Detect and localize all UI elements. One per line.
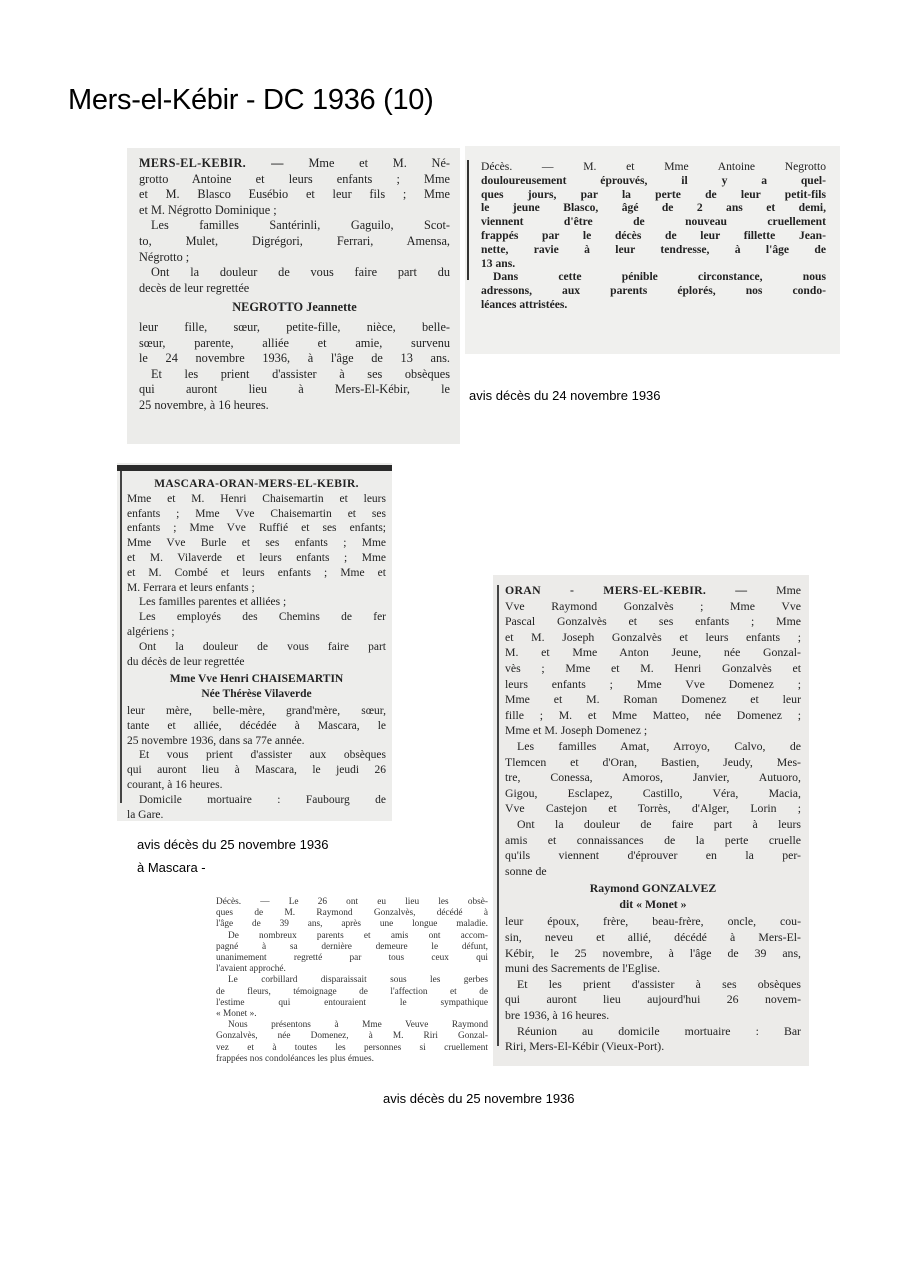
text-line: grotto Antoine et leurs enfants ; Mme bbox=[139, 171, 450, 186]
text-line: l'âge de 39 ans, après une longue maladie. bbox=[216, 919, 488, 930]
text-line: Et vous prient d'assister aux obsèques bbox=[139, 749, 386, 762]
caption-25-novembre: avis décès du 25 novembre 1936 bbox=[383, 1091, 575, 1106]
text-line: tre, Conessa, Amoros, Janvier, Autuoro, bbox=[505, 770, 801, 785]
text-line: sœur, parente, alliée et amie, survenu bbox=[139, 335, 450, 350]
clipping-heading: ORAN - MERS-EL-KEBIR. — bbox=[505, 583, 748, 597]
text-line: Négrotto ; bbox=[139, 249, 190, 264]
text-line: 13 ans. bbox=[481, 256, 516, 270]
text-line: frappées nos condoléances les plus émues. bbox=[216, 1053, 374, 1064]
text-line: algériens ; bbox=[127, 625, 175, 638]
deces-clipping-gonzalves bbox=[202, 891, 492, 1090]
text-line: Nous présentons à Mme Veuve Raymond bbox=[228, 1020, 488, 1031]
text-line: leur mère, belle-mère, grand'mère, sœur, bbox=[127, 704, 386, 717]
text-line: Tlemcen et d'Oran, Bastien, Jeudy, Mes- bbox=[505, 754, 801, 769]
clipping-heading: MERS-EL-KEBIR. — bbox=[139, 156, 284, 170]
text-line: douloureusement éprouvés, il y a quel- bbox=[481, 173, 826, 187]
text-line: léances attristées. bbox=[481, 297, 568, 311]
text-line: qui auront lieu aujourd'hui 26 novem- bbox=[505, 992, 801, 1007]
text-line: et M. Blasco Eusébio et leur fils ; Mme bbox=[139, 187, 450, 202]
text-line: Les familles parentes et alliées ; bbox=[139, 596, 287, 609]
column-rule bbox=[467, 160, 469, 280]
text-line: Domicile mortuaire : Faubourg de bbox=[139, 793, 386, 806]
text-line: leur époux, frère, beau-frère, oncle, cou- bbox=[505, 914, 801, 929]
text-line: Dans cette pénible circonstance, nous bbox=[493, 270, 826, 284]
text-line: Les employés des Chemins de fer bbox=[139, 611, 386, 624]
text-line: adressons, aux parents éplorés, nos condo- bbox=[481, 284, 826, 298]
text-line: leur fille, sœur, petite-fille, nièce, belle- bbox=[139, 319, 450, 334]
text-line: vès ; Mme et M. Henri Gonzalvès et bbox=[505, 660, 801, 675]
text-line: M. et Mme Anton Jeune, née Gonzal- bbox=[505, 645, 801, 660]
text-line: Gonzalvès, née Domenez, à M. Riri Gonzal- bbox=[216, 1031, 488, 1042]
caption-24-novembre: avis décès du 24 novembre 1936 bbox=[469, 388, 661, 403]
text-line: nette, ravie à leur tendresse, à l'âge de bbox=[481, 242, 826, 256]
text-line: Décès. — Le 26 ont eu lieu les obsè- bbox=[216, 897, 488, 907]
text-line: l'estime qui entouraient le sympathique bbox=[216, 997, 488, 1008]
text-line: unanimement regretté par tous ceux qui bbox=[216, 953, 488, 964]
page-title: Mers-el-Kébir - DC 1936 (10) bbox=[68, 84, 434, 116]
column-rule bbox=[120, 471, 122, 803]
text-line: ques jours, par la perte de leur petit-fils bbox=[481, 187, 826, 201]
deceased-name: Mme Vve Henri CHAISEMARTIN bbox=[169, 673, 344, 686]
text-line: Ont la douleur de vous faire part du bbox=[151, 265, 450, 280]
text-line: decès de leur regrettée bbox=[139, 280, 250, 295]
text-line: ques de M. Raymond Gonzalvès, décédé à bbox=[216, 908, 488, 919]
text-line: Mme et M. Henri Chaisemartin et leurs bbox=[127, 492, 386, 505]
caption-a-mascara: à Mascara - bbox=[137, 860, 206, 875]
text-line: l'avaient approché. bbox=[216, 964, 286, 975]
text-line: courant, à 16 heures. bbox=[127, 778, 223, 791]
text-line: Les familles Santérinli, Gaguilo, Scot- bbox=[151, 218, 450, 233]
text-line: amis et connaissances de la perte cruelle bbox=[505, 832, 801, 847]
text-line: Vve Raymond Gonzalvès ; Mme Vve bbox=[505, 598, 801, 613]
text-line: Le corbillard disparaissait sous les gerbes bbox=[228, 975, 488, 986]
column-rule bbox=[117, 465, 392, 471]
text-line: enfants ; Mme Vve Chaisemartin et ses bbox=[127, 507, 386, 520]
clipping-heading: MASCARA-ORAN-MERS-EL-KEBIR. bbox=[154, 478, 359, 490]
text-line: Ont la douleur de vous faire part bbox=[139, 640, 386, 653]
text-line: Réunion au domicile mortuaire : Bar bbox=[517, 1023, 801, 1038]
obituary-clipping-chaisemartin bbox=[117, 463, 392, 821]
text-line: Et les prient d'assister à ses obsèques bbox=[517, 976, 801, 991]
text-line: et M. Joseph Gonzalvès et leurs enfants ; bbox=[505, 629, 801, 644]
text-line: la Gare. bbox=[127, 808, 164, 821]
column-rule bbox=[497, 585, 499, 1046]
obituary-clipping-gonzalvez bbox=[493, 575, 809, 1066]
text-line: Mme Vve Burle et ses enfants ; Mme bbox=[127, 537, 386, 550]
text-line: Les familles Amat, Arroyo, Calvo, de bbox=[517, 738, 801, 753]
text-line: bre 1936, à 16 heures. bbox=[505, 1008, 610, 1023]
text-line: de fleurs, témoignage de l'affection et de bbox=[216, 986, 488, 997]
text-line: vez et à toutes les personnes si cruellement bbox=[216, 1042, 488, 1053]
text-line: Mme et M. Roman Domenez et leur bbox=[505, 692, 801, 707]
text-line: et M. Négrotto Dominique ; bbox=[139, 202, 277, 217]
text-line: 25 novembre 1936, dans sa 77e année. bbox=[127, 734, 305, 747]
text-line: Décès. — M. et Mme Antoine Negrotto bbox=[481, 160, 826, 173]
text-line: et M. Vilaverde et leurs enfants ; Mme bbox=[127, 551, 386, 564]
text-line: frappés par le décès de leur fillette Jean- bbox=[481, 228, 826, 242]
text-line: du décès de leur regrettée bbox=[127, 655, 245, 668]
text-line: Et les prient d'assister à ses obsèques bbox=[151, 366, 450, 381]
text-line: M. Ferrara et leurs enfants ; bbox=[127, 581, 255, 594]
text-line: Mme et M. Né- bbox=[308, 156, 450, 170]
text-line: qui auront lieu à Mascara, le jeudi 26 bbox=[127, 764, 386, 777]
text-line: sin, neveu et allié, décédé à Mers-El- bbox=[505, 930, 801, 945]
text-line: qu'ils viennent d'éprouver en la per- bbox=[505, 848, 801, 863]
text-line: Gigou, Esclapez, Castillo, Véra, Macia, bbox=[505, 785, 801, 800]
text-line: Kébir, le 25 novembre, à l'âge de 39 ans, bbox=[505, 945, 801, 960]
text-line: et M. Combé et leurs enfants ; Mme et bbox=[127, 566, 386, 579]
text-line: qui auront lieu à Mers-El-Kébir, le bbox=[139, 382, 450, 397]
text-line: leurs enfants ; Mme Vve Domenez ; bbox=[505, 676, 801, 691]
text-line: le 24 novembre 1936, à l'âge de 13 ans. bbox=[139, 351, 450, 366]
deceased-nickname: dit « Monet » bbox=[619, 896, 687, 911]
caption-25-novembre-mascara: avis décès du 25 novembre 1936 bbox=[137, 837, 329, 852]
text-line: De nombreux parents et amis ont accom- bbox=[228, 930, 488, 941]
deceased-maiden-name: Née Thérèse Vilaverde bbox=[201, 688, 312, 701]
text-line: muni des Sacrements de l'Eglise. bbox=[505, 961, 661, 976]
text-line: fille ; M. et Mme Matteo, née Domenez ; bbox=[505, 707, 801, 722]
text-line: sonne de bbox=[505, 863, 547, 878]
text-line: Mme bbox=[776, 583, 802, 597]
text-line: viennent d'être de nouveau cruellement bbox=[481, 215, 826, 229]
text-line: 25 novembre, à 16 heures. bbox=[139, 397, 269, 412]
deceased-name: Raymond GONZALVEZ bbox=[589, 881, 717, 896]
text-line: Riri, Mers-El-Kébir (Vieux-Port). bbox=[505, 1039, 665, 1054]
deces-clipping-negrotto bbox=[465, 146, 840, 354]
deceased-name: NEGROTTO Jeannette bbox=[232, 300, 357, 315]
text-line: Mme et M. Joseph Domenez ; bbox=[505, 723, 648, 738]
obituary-clipping-negrotto bbox=[127, 148, 460, 444]
text-line: tante et alliée, décédée à Mascara, le bbox=[127, 719, 386, 732]
text-line: « Monet ». bbox=[216, 1009, 257, 1020]
text-line: enfants ; Mme Vve Ruffié et ses enfants; bbox=[127, 522, 386, 535]
text-line: Vve Castejon et Torrès, d'Alger, Lorin ; bbox=[505, 801, 801, 816]
text-line: to, Mulet, Digrégori, Ferrari, Amensa, bbox=[139, 233, 450, 248]
text-line: pagné à sa dernière demeure le défunt, bbox=[216, 941, 488, 952]
text-line: Ont la douleur de faire part à leurs bbox=[517, 816, 801, 831]
text-line: Pascal Gonzalvès et ses enfants ; Mme bbox=[505, 614, 801, 629]
text-line: le jeune Blasco, âgé de 2 ans et demi, bbox=[481, 201, 826, 215]
